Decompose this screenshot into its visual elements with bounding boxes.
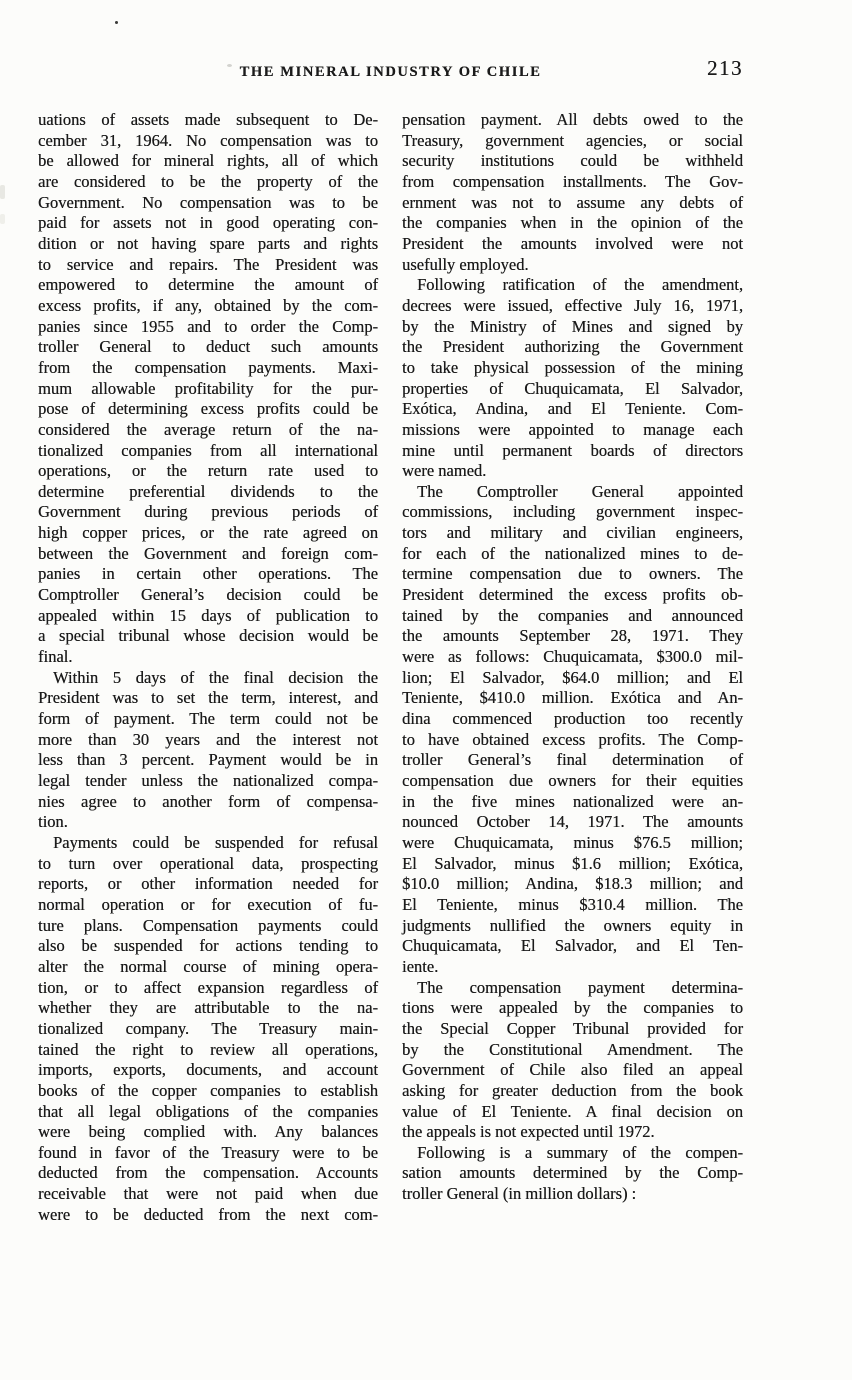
- text-line: that all legal obligations of the companies: [38, 1101, 378, 1121]
- text-line: commissions, including government inspec-: [402, 502, 743, 522]
- text-line: tionalized companies from all international: [38, 440, 378, 460]
- text-line: between the Government and foreign com-: [38, 543, 378, 563]
- text-line: lion; El Salvador, $64.0 million; and El: [402, 667, 743, 687]
- scan-smudge: [0, 214, 5, 224]
- text-line: the amounts September 28, 1971. They: [402, 626, 743, 646]
- text-line: Government. No compensation was to be: [38, 192, 378, 212]
- text-line: also be suspended for actions tending to: [38, 936, 378, 956]
- text-line: the companies when in the opinion of the: [402, 213, 743, 233]
- column-right: [402, 110, 743, 1225]
- text-line: to take physical possession of the mining: [402, 357, 743, 377]
- text-line: troller General to deduct such amounts: [38, 337, 378, 357]
- text-line: The Comptroller General appointed: [417, 481, 743, 501]
- text-line: pose of determining excess profits could be: [38, 399, 378, 419]
- text-line: decrees were issued, effective July 16, 1971,: [402, 295, 743, 315]
- text-line: Following is a summary of the compen-: [417, 1142, 743, 1162]
- text-line: for each of the nationalized mines to de-: [402, 543, 743, 563]
- running-header-title: THE MINERAL INDUSTRY OF CHILE: [239, 64, 542, 80]
- text-line: tions were appealed by the companies to: [402, 998, 743, 1018]
- text-line: to service and repairs. The President was: [38, 254, 378, 274]
- text-line: were as follows: Chuquicamata, $300.0 mil-: [402, 647, 743, 667]
- text-line: the appeals is not expected until 1972.: [402, 1122, 655, 1142]
- text-line: missions were appointed to manage each: [402, 419, 743, 439]
- text-line: be allowed for mineral rights, all of which: [38, 151, 378, 171]
- text-line: properties of Chuquicamata, El Salvador,: [402, 378, 743, 398]
- paragraph: [38, 668, 378, 833]
- text-line: tion.: [38, 812, 68, 832]
- paragraph: [38, 110, 378, 668]
- ink-speck: [115, 21, 118, 24]
- text-line: were Chuquicamata, minus $76.5 million;: [402, 832, 743, 852]
- text-line: The compensation payment determina-: [417, 977, 743, 997]
- text-line: form of payment. The term could not be: [38, 709, 378, 729]
- text-line: deducted from the compensation. Accounts: [38, 1163, 378, 1183]
- text-line: $10.0 million; Andina, $18.3 million; and: [402, 874, 743, 894]
- paragraph: [402, 482, 743, 978]
- text-line: sation amounts determined by the Comp-: [402, 1163, 743, 1183]
- text-line: pensation payment. All debts owed to the: [402, 110, 743, 129]
- text-line: uations of assets made subsequent to De-: [38, 110, 378, 129]
- text-line: usefully employed.: [402, 254, 529, 274]
- text-columns: [38, 110, 743, 1225]
- text-line: Government during previous periods of: [38, 502, 378, 522]
- paragraph: [402, 110, 743, 275]
- page-number: 213: [707, 56, 743, 80]
- text-line: dina commenced production too recently: [402, 709, 743, 729]
- text-line: legal tender unless the nationalized compa-: [38, 771, 378, 790]
- text-line: excess profits, if any, obtained by the com-: [38, 295, 378, 315]
- text-line: Teniente, $410.0 million. Exótica and An-: [402, 688, 743, 708]
- text-line: security institutions could be withheld: [402, 151, 743, 171]
- text-line: tained the right to review all operations,: [38, 1039, 378, 1059]
- text-line: a special tribunal whose decision would be: [38, 626, 378, 646]
- paragraph: [402, 978, 743, 1143]
- text-line: operations, or the return rate used to: [38, 461, 378, 481]
- text-line: paid for assets not in good operating con-: [38, 213, 378, 233]
- text-line: high copper prices, or the rate agreed on: [38, 523, 378, 543]
- text-line: found in favor of the Treasury were to be: [38, 1142, 378, 1162]
- text-line: Within 5 days of the final decision the: [53, 667, 378, 687]
- text-line: President was to set the term, interest, and: [38, 688, 378, 708]
- text-line: Following ratification of the amendment,: [417, 275, 743, 295]
- scan-smudge: [0, 185, 5, 199]
- text-line: in the five mines nationalized were an-: [402, 791, 743, 811]
- text-line: receivable that were not paid when due: [38, 1184, 378, 1204]
- text-line: termine compensation due to owners. The: [402, 564, 743, 584]
- text-line: President the amounts involved were not: [402, 233, 743, 253]
- text-line: mine until permanent boards of directors: [402, 440, 743, 460]
- text-line: compensation due owners for their equities: [402, 771, 743, 790]
- text-line: considered the average return of the na-: [38, 419, 378, 439]
- text-line: appealed within 15 days of publication to: [38, 605, 378, 625]
- text-line: determine preferential dividends to the: [38, 481, 378, 501]
- text-line: cember 31, 1964. No compensation was to: [38, 130, 378, 150]
- text-line: are considered to be the property of the: [38, 171, 378, 191]
- text-line: by the Constitutional Amendment. The: [402, 1039, 743, 1059]
- text-line: nounced October 14, 1971. The amounts: [402, 812, 743, 832]
- text-line: value of El Teniente. A final decision on: [402, 1101, 743, 1121]
- text-line: more than 30 years and the interest not: [38, 729, 378, 749]
- text-line: El Salvador, minus $1.6 million; Exótica,: [402, 853, 743, 873]
- text-line: tion, or to affect expansion regardless of: [38, 977, 378, 997]
- text-line: Treasury, government agencies, or social: [402, 130, 743, 150]
- text-line: panies since 1955 and to order the Comp-: [38, 316, 378, 336]
- text-line: to turn over operational data, prospecting: [38, 853, 378, 873]
- text-line: by the Ministry of Mines and signed by: [402, 316, 743, 336]
- text-line: El Teniente, minus $310.4 million. The: [402, 894, 743, 914]
- text-line: iente.: [402, 956, 439, 976]
- text-line: mum allowable profitability for the pur-: [38, 378, 378, 398]
- text-line: tained by the companies and announced: [402, 605, 743, 625]
- text-line: Chuquicamata, El Salvador, and El Ten-: [402, 936, 743, 956]
- text-line: nies agree to another form of compensa-: [38, 791, 378, 811]
- text-line: Payments could be suspended for refusal: [53, 832, 378, 852]
- text-line: less than 3 percent. Payment would be in: [38, 750, 378, 770]
- text-line: alter the normal course of mining opera-: [38, 956, 378, 976]
- text-line: final.: [38, 647, 73, 667]
- text-line: the President authorizing the Government: [402, 337, 743, 357]
- text-line: from the compensation payments. Maxi-: [38, 357, 378, 377]
- text-line: asking for greater deduction from the book: [402, 1080, 743, 1100]
- paragraph: [402, 275, 743, 482]
- text-line: the Special Copper Tribunal provided for: [402, 1018, 743, 1038]
- text-line: were being complied with. Any balances: [38, 1122, 378, 1142]
- text-line: dition or not having spare parts and rights: [38, 233, 378, 253]
- text-line: whether they are attributable to the na-: [38, 998, 378, 1018]
- text-line: tors and military and civilian engineers,: [402, 523, 743, 543]
- text-line: panies in certain other operations. The: [38, 564, 378, 584]
- text-line: empowered to determine the amount of: [38, 275, 378, 295]
- text-line: were named.: [402, 461, 487, 481]
- text-line: were to be deducted from the next com-: [38, 1204, 378, 1224]
- text-line: Exótica, Andina, and El Teniente. Com-: [402, 399, 743, 419]
- text-line: Government of Chile also filed an appeal: [402, 1060, 743, 1080]
- text-line: judgments nullified the owners equity in: [402, 915, 743, 935]
- text-line: President determined the excess profits ob-: [402, 585, 743, 605]
- text-line: normal operation or for execution of fu-: [38, 894, 378, 914]
- text-line: troller General (in million dollars) :: [402, 1184, 637, 1204]
- paragraph: [38, 833, 378, 1225]
- text-line: ernment was not to assume any debts of: [402, 192, 743, 212]
- text-line: troller General’s final determination of: [402, 750, 743, 770]
- column-left: [38, 110, 378, 1225]
- text-line: to have obtained excess profits. The Comp-: [402, 729, 743, 749]
- text-line: reports, or other information needed for: [38, 874, 378, 894]
- text-line: imports, exports, documents, and account: [38, 1060, 378, 1080]
- text-line: from compensation installments. The Gov-: [402, 171, 743, 191]
- text-line: books of the copper companies to establish: [38, 1080, 378, 1100]
- text-line: Comptroller General’s decision could be: [38, 585, 378, 605]
- text-line: tionalized company. The Treasury main-: [38, 1018, 378, 1038]
- paragraph: [402, 1143, 743, 1205]
- text-line: ture plans. Compensation payments could: [38, 915, 378, 935]
